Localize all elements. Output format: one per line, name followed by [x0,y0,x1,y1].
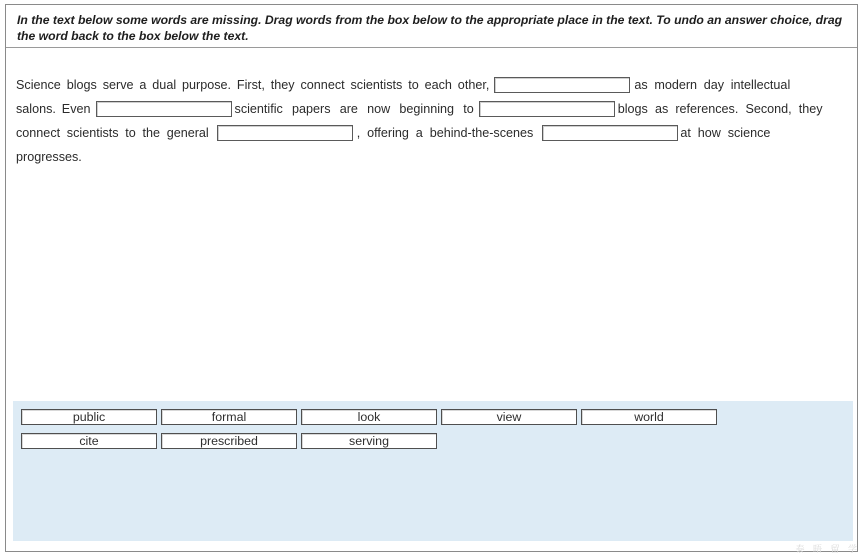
passage-text: progresses. [16,150,82,164]
word-chip-prescribed[interactable]: prescribed [161,433,297,449]
passage-text: at how science [680,126,771,140]
word-chip-view[interactable]: view [441,409,577,425]
word-bank [13,401,853,541]
passage-text: Science blogs serve a dual purpose. First, they connect scientists to each other, [16,78,490,92]
drop-slot-1[interactable] [494,77,630,93]
passage-text: salons. Even [16,102,91,116]
passage-line [16,148,82,166]
drop-slot-3[interactable] [479,101,615,117]
passage-text: blogs as references. Second, they [617,102,823,116]
passage-text: as modern day intellectual [634,78,791,92]
word-chip-look[interactable]: look [301,409,437,425]
word-chip-serving[interactable]: serving [301,433,437,449]
drop-slot-4[interactable] [217,125,353,141]
instructions-text: In the text below some words are missing. Drag words from the box below to the appropriate place in the text. To undo an answer choice, drag the word back to the box below the text. [17,13,843,43]
passage-text: , offering a behind-the-scenes [356,126,534,140]
passage-line [16,76,790,94]
word-chip-public[interactable]: public [21,409,157,425]
passage-text: connect scientists to the general [16,126,209,140]
drop-slot-2[interactable] [96,101,232,117]
passage-line [16,100,823,118]
word-chip-cite[interactable]: cite [21,433,157,449]
passage-text: scientific papers are now beginning to [234,102,474,116]
drop-slot-5[interactable] [542,125,678,141]
instructions-divider [6,47,857,48]
watermark: 泰 晤 留 学 [795,544,860,554]
word-chip-formal[interactable]: formal [161,409,297,425]
passage-line [16,124,770,142]
word-chip-world[interactable]: world [581,409,717,425]
